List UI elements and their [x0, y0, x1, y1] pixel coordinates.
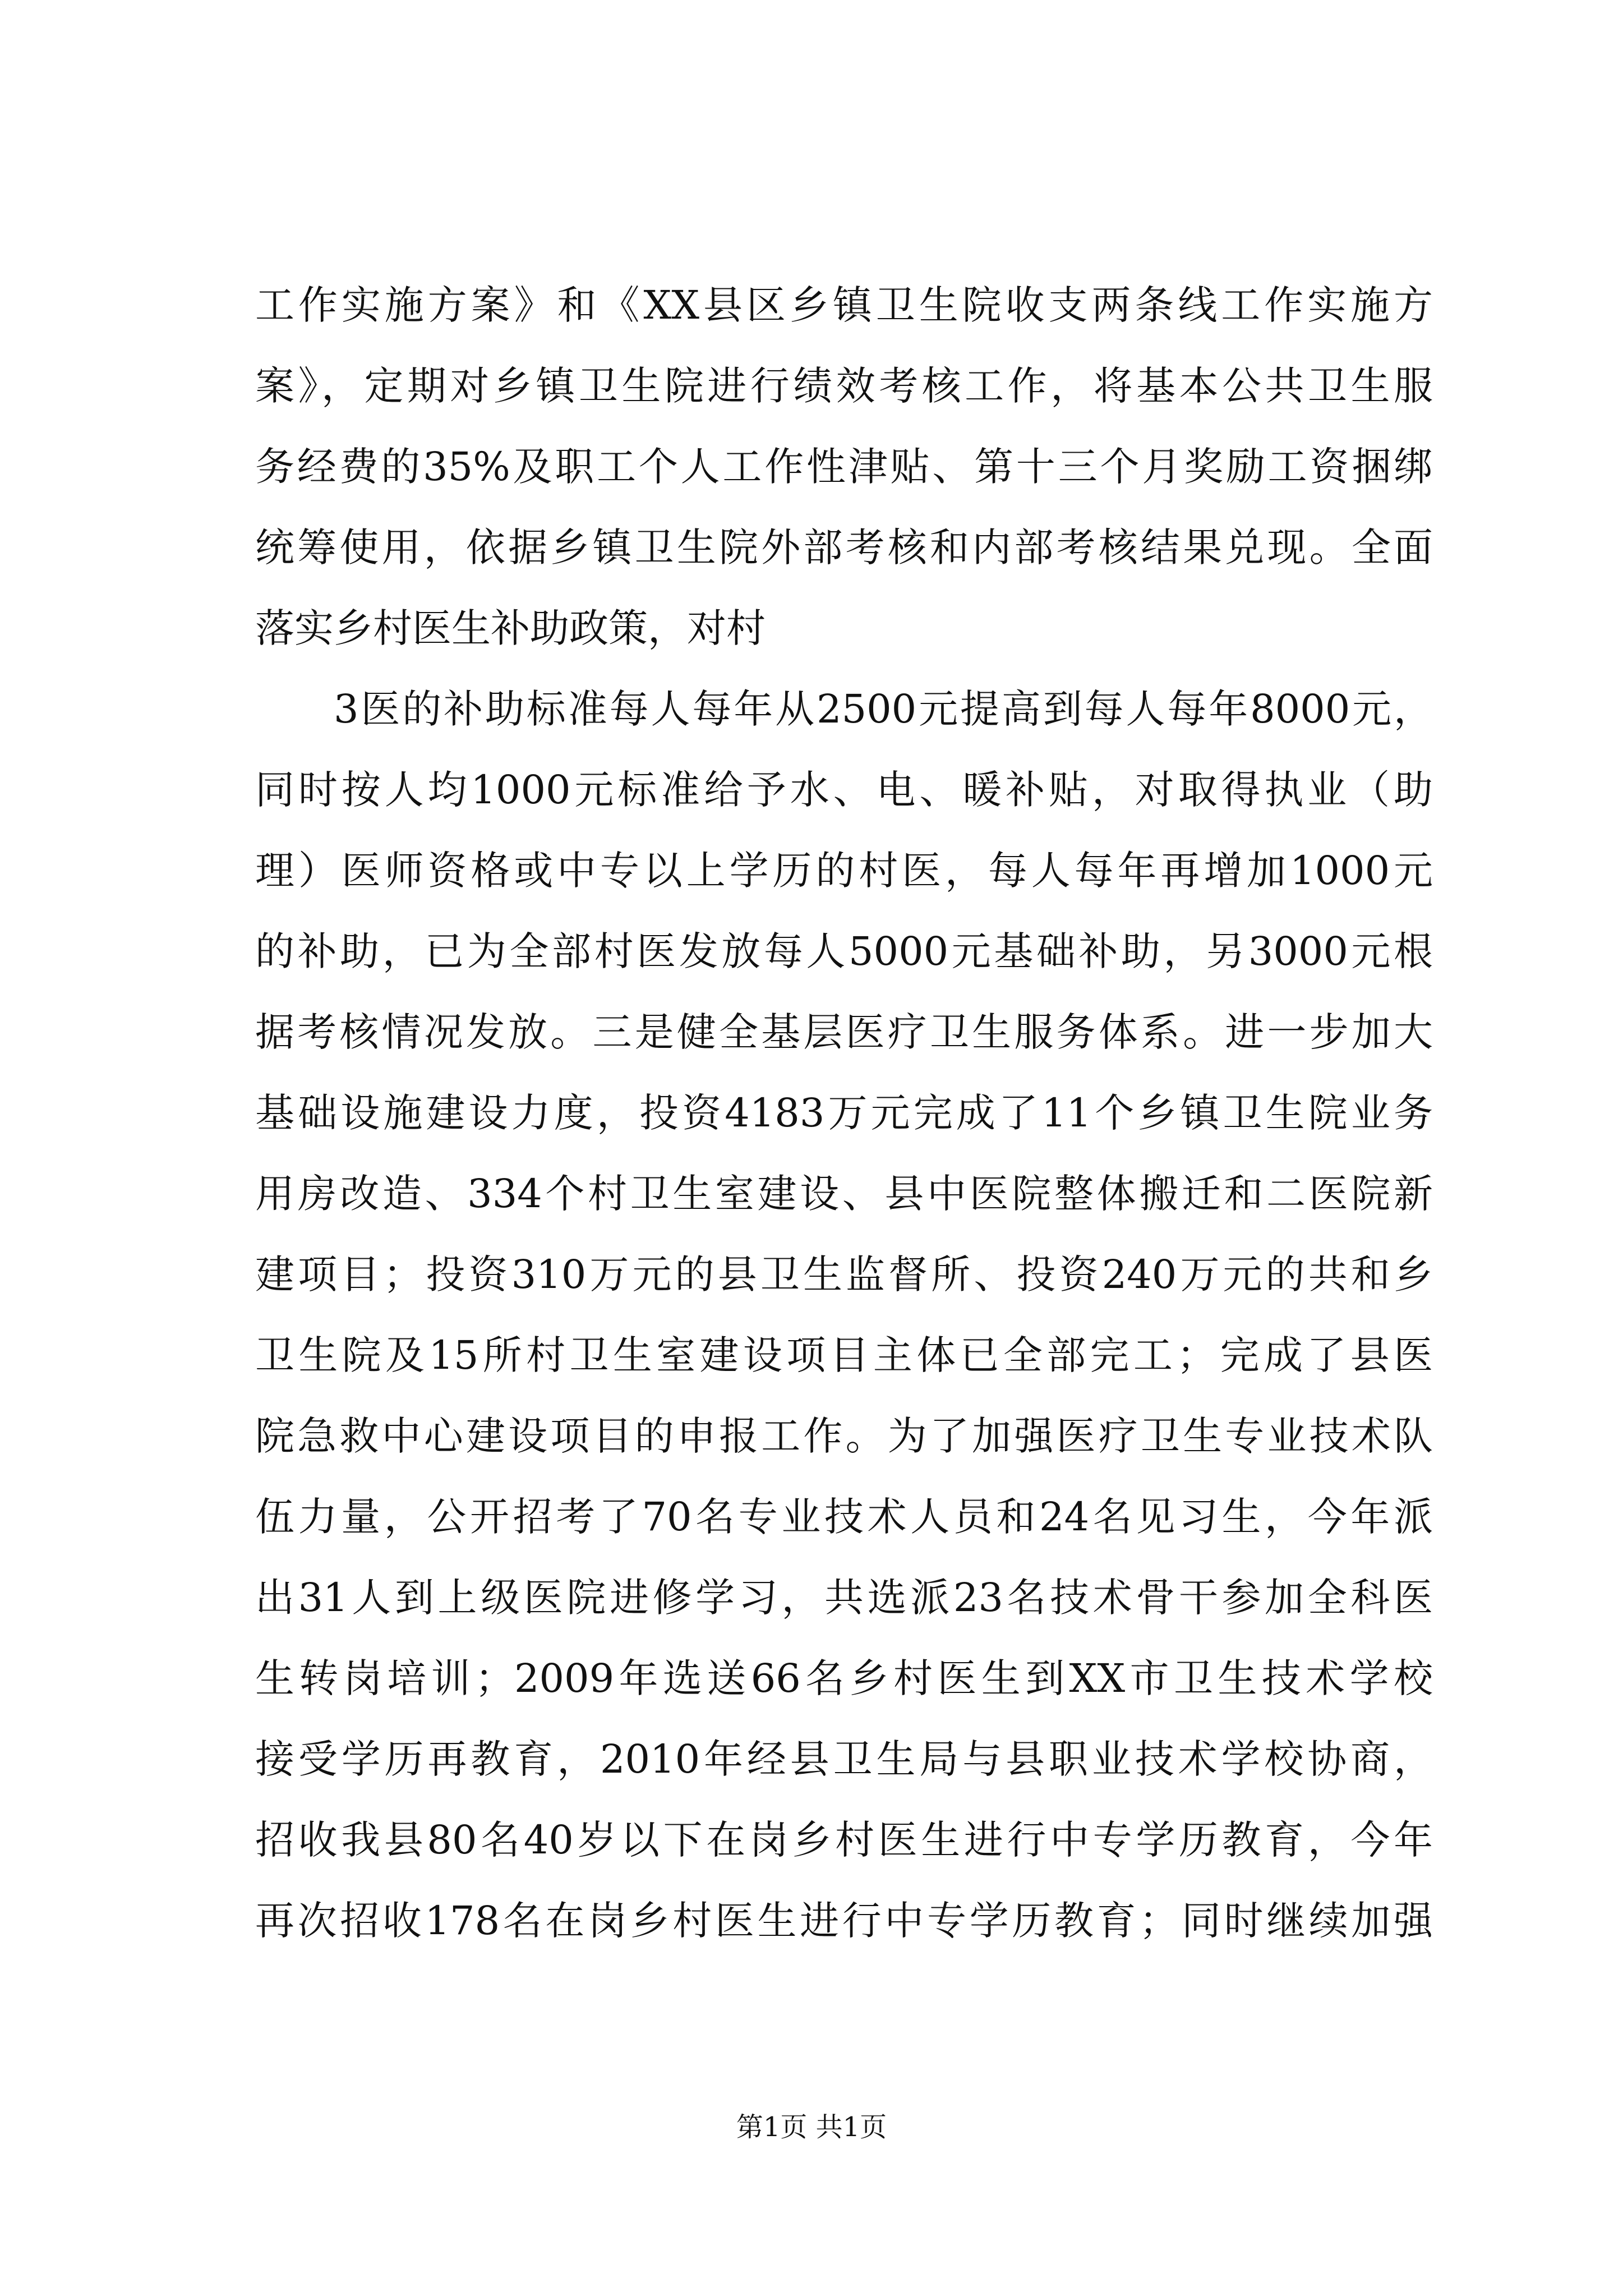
- text-line: 接受学历再教育，2010年经县卫生局与县职业技术学校协商，: [255, 1736, 1433, 1782]
- text-line: 务经费的35%及职工个人工作性津贴、第十三个月奖励工资捆绑: [255, 444, 1433, 490]
- page-footer: [0, 2109, 1623, 2145]
- text-line: 的补助，已为全部村医发放每人5000元基础补助，另3000元根: [255, 928, 1433, 974]
- text-line: 同时按人均1000元标准给予水、电、暖补贴，对取得执业（助: [255, 767, 1433, 813]
- text-line: 建项目；投资310万元的县卫生监督所、投资240万元的共和乡: [255, 1251, 1433, 1297]
- text-line: 统筹使用，依据乡镇卫生院外部考核和内部考核结果兑现。全面: [255, 524, 1433, 570]
- text-line: 落实乡村医生补助政策，对村: [255, 605, 766, 651]
- text-line: 据考核情况发放。三是健全基层医疗卫生服务体系。进一步加大: [255, 1009, 1433, 1055]
- text-line: 院急救中心建设项目的申报工作。为了加强医疗卫生专业技术队: [255, 1413, 1433, 1459]
- text-line: 招收我县80名40岁以下在岗乡村医生进行中专学历教育，今年: [255, 1817, 1433, 1863]
- text-line: 出31人到上级医院进修学习，共选派23名技术骨干参加全科医: [255, 1575, 1433, 1621]
- text-line: 工作实施方案》和《XX县区乡镇卫生院收支两条线工作实施方: [255, 282, 1433, 328]
- text-line: 伍力量，公开招考了70名专业技术人员和24名见习生，今年派: [255, 1494, 1433, 1540]
- text-line: 生转岗培训；2009年选送66名乡村医生到XX市卫生技术学校: [255, 1655, 1433, 1701]
- text-line: 案》，定期对乡镇卫生院进行绩效考核工作，将基本公共卫生服: [255, 363, 1433, 409]
- text-line: 基础设施建设力度，投资4183万元完成了11个乡镇卫生院业务: [255, 1090, 1433, 1136]
- text-line: 3医的补助标准每人每年从2500元提高到每人每年8000元，: [334, 686, 1433, 732]
- page-number-label: 第1页 共1页: [736, 2111, 887, 2143]
- text-line: 理）医师资格或中专以上学历的村医，每人每年再增加1000元: [255, 848, 1433, 894]
- text-line: 用房改造、334个村卫生室建设、县中医院整体搬迁和二医院新: [255, 1171, 1433, 1217]
- document-body: [255, 265, 1433, 1961]
- text-line: 卫生院及15所村卫生室建设项目主体已全部完工；完成了县医: [255, 1332, 1433, 1378]
- text-line: 再次招收178名在岗乡村医生进行中专学历教育；同时继续加强: [255, 1898, 1433, 1944]
